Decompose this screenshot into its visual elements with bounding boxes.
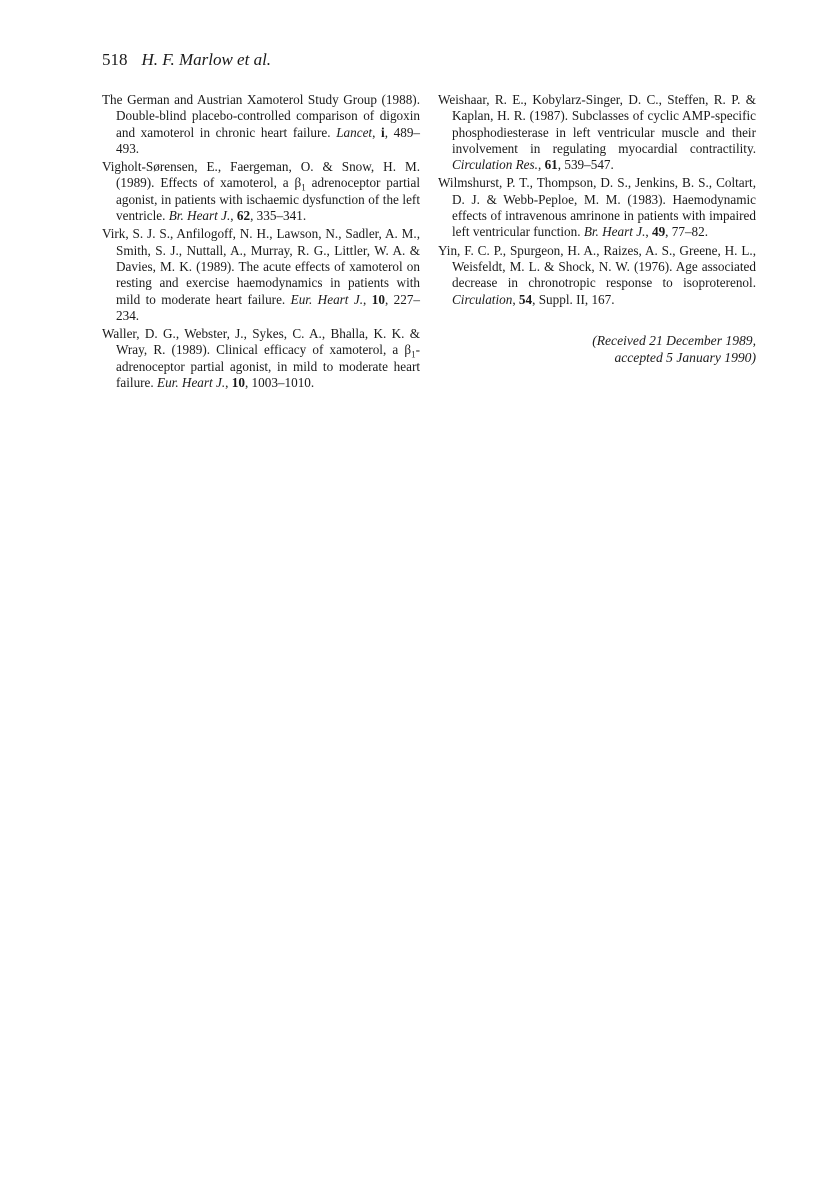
reference-entry: Yin, F. C. P., Spurgeon, H. A., Raizes, A. S., Greene, H. L., Weisfeldt, M. L. & Shock, N. W. (1976). Age associated decrease in chronotropic response to isoproterenol. Circulation, 54, Suppl. II, 167. [438, 242, 756, 307]
accepted-line: accepted 5 January 1990) [614, 349, 756, 365]
reference-entry: The German and Austrian Xamoterol Study Group (1988). Double-blind placebo-controlled comparison of digoxin and xamoterol in chronic heart failure. Lancet, i, 489–493. [102, 92, 421, 156]
journal-title: Br. Heart J. [583, 224, 646, 240]
reference-entry: Wilmshurst, P. T., Thompson, D. S., Jenkins, B. S., Coltart, D. J. & Webb-Peploe, M. M. (1983). Haemodynamic effects of intravenous amrinone in patients with impaired left ventricular function. Br. Heart J., 49, 77–82. [438, 175, 756, 240]
journal-title: Eur. Heart J. [290, 291, 364, 307]
reference-entry: Weishaar, R. E., Kobylarz-Singer, D. C., Steffen, R. P. & Kaplan, H. R. (1987). Subclasses of cyclic AMP-specific phosphodiesterase in left ventricular muscle and their involvement in regulating myocardial contractility. Circulation Res., 61, 539–547. [438, 92, 756, 173]
page-header [102, 50, 271, 70]
journal-title: Circulation [452, 291, 513, 307]
running-title: H. F. Marlow et al. [141, 50, 272, 69]
volume-number: 61 [544, 157, 558, 173]
page-number: 518 [102, 50, 128, 69]
volume-number: 54 [518, 291, 533, 307]
received-dates [438, 332, 756, 366]
journal-title: Br. Heart J. [168, 208, 231, 224]
journal-title: Eur. Heart J. [157, 375, 226, 391]
received-line: (Received 21 December 1989, [592, 332, 756, 348]
volume-number: 10 [231, 375, 245, 391]
volume-number: 49 [651, 224, 666, 240]
journal-title: Lancet [336, 124, 373, 140]
volume-number: i [381, 124, 385, 140]
volume-number: 10 [371, 291, 385, 307]
volume-number: 62 [236, 208, 251, 224]
reference-entry: Waller, D. G., Webster, J., Sykes, C. A., Bhalla, K. K. & Wray, R. (1989). Clinical efficacy of xamoterol, a $\beta_1$-adrenoceptor partial agonist, in mild to moderate heart failure. Eur. Heart J., 10, 1003–1010. [102, 326, 420, 391]
reference-entry: Virk, S. J. S., Anfilogoff, N. H., Lawson, N., Sadler, A. M., Smith, S. J., Nuttall, A., Murray, R. G., Littler, W. A. & Davies, M. K. (1989). The acute effects of xamoterol on resting and exercise haemodynamics in patients with mild to moderate heart failure. Eur. Heart J., 10, 227–234. [102, 226, 421, 323]
reference-column-left [102, 92, 420, 393]
reference-column-right [438, 92, 756, 366]
journal-title: Circulation Res. [452, 157, 538, 173]
reference-entry: Vigholt-Sørensen, E., Faergeman, O. & Snow, H. M. (1989). Effects of xamoterol, a $\beta_1$ adrenoceptor partial agonist, in patients with ischaemic dysfunction of the left ventricle. Br. Heart J., 62, 335–341. [102, 159, 420, 224]
